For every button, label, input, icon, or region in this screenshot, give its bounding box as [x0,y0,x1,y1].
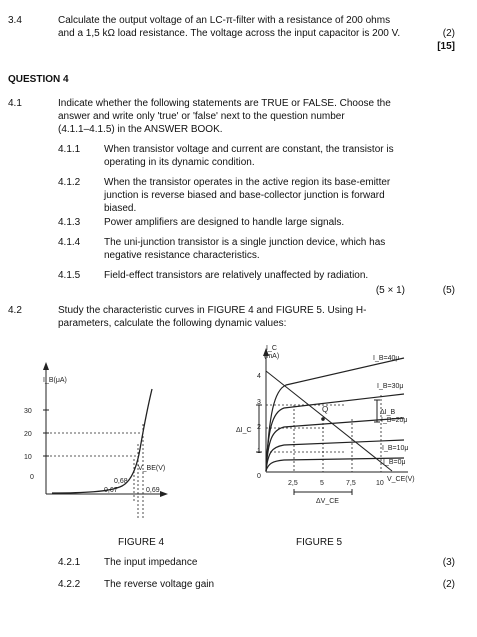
q421-number: 4.2.1 [58,557,81,568]
figure-4-y-label: I_B(μA) [43,377,67,384]
q421-marks: (3) [442,557,455,568]
q422-number: 4.2.2 [58,579,81,590]
figure-5-x-tick-2-5: 2,5 [288,480,298,487]
figure-4-y-tick-20: 20 [24,431,32,438]
q41-line-3: (4.1.1–4.1.5) in the ANSWER BOOK. [58,124,223,135]
q34-total: [15] [437,41,455,52]
q412-line-3: biased. [104,203,137,214]
figure-5-y-tick-3: 3 [257,399,261,406]
figure-4-input-curve [52,389,152,493]
figure-5-label-ib30: I_B=30μ [377,383,404,390]
q41-marks: (5) [442,285,455,296]
q34-line-2: and a 1,5 kΩ load resistance. The voltage across the input capacitor is 200 V. [58,28,401,39]
q415-line-1: Field-effect transistors are relatively unaffected by radiation. [104,270,369,281]
figure-4-caption: FIGURE 4 [118,537,165,548]
q411-number: 4.1.1 [58,144,81,155]
figure-4-graph [22,344,202,520]
figure-4-y-arrow [43,362,49,370]
q414-line-1: The uni-junction transistor is a single junction device, which has [104,237,386,248]
figure-5-y-tick-2: 2 [257,424,261,431]
figure-5-x-tick-7-5: 7,5 [346,480,356,487]
q422-marks: (2) [442,579,455,590]
figure-5-x-tick-10: 10 [376,480,384,487]
q421-text: The input impedance [104,557,198,568]
q42-line-1: Study the characteristic curves in FIGURE 4 and FIGURE 5. Using H- [58,305,367,316]
q415-number: 4.1.5 [58,270,81,281]
q422-text: The reverse voltage gain [104,579,215,590]
q42-line-2: parameters, calculate the following dynamic values: [58,318,287,329]
figure-5-y-tick-4: 4 [257,373,261,380]
figure-5-x-label: V_CE(V) [387,476,415,483]
q41-line-2: answer and write only 'true' or 'false' next to the question number [58,111,345,122]
figure-5-y-tick-1: 1 [257,448,261,455]
figure-5-y-label-line-2: (mA) [264,353,280,360]
q412-number: 4.1.2 [58,177,81,188]
figure-5-label-ib0: I_B=0μ [383,459,406,466]
q34-marks: (2) [442,28,455,39]
figure-4-x-tick-068: 0,68 [114,478,128,485]
question-4-heading: QUESTION 4 [8,74,69,85]
figure-4-x-tick-069: 0,69 [146,487,160,494]
figure-5-delta-vce-label: ΔV_CE [316,498,339,505]
figure-4-y-tick-0: 0 [30,474,34,481]
figure-5-q-label: Q [322,405,329,414]
q34-number: 3.4 [8,15,22,26]
q411-line-2: operating in its dynamic condition. [104,157,255,168]
q41-sub-marks: (5 × 1) [375,285,405,296]
q42-number: 4.2 [8,305,22,316]
q411-line-1: When transistor voltage and current are constant, the transistor is [104,144,394,155]
figure-4-y-tick-10: 10 [24,454,32,461]
q41-line-1: Indicate whether the following statements are TRUE or FALSE. Choose the [58,98,391,109]
figure-5-label-ib10: I_B=10μ [382,445,409,452]
figure-4-x-label: V_BE(V) [138,465,166,472]
figure-4-y-tick-30: 30 [24,408,32,415]
q413-number: 4.1.3 [58,217,81,228]
figure-5-label-ib20: I_B=20μ [381,417,408,424]
q412-line-1: When the transistor operates in the active region its base-emitter [104,177,391,188]
q413-line-1: Power amplifiers are designed to handle large signals. [104,217,345,228]
q412-line-2: junction is reverse biased and base-collector junction is forward [104,190,385,201]
figure-5-delta-ib-label: ΔI_B [380,409,396,416]
figure-5-y-label-line-1: I_C [266,345,277,352]
q414-line-2: negative resistance characteristics. [104,250,260,261]
figure-5-load-line [266,371,392,471]
figure-4-x-tick-067: 0,67 [104,487,118,494]
q34-line-1: Calculate the output voltage of an LC-π-filter with a resistance of 200 ohms [58,15,391,26]
figure-5-caption: FIGURE 5 [296,537,343,548]
figure-5-graph [226,340,416,522]
figure-4-x-arrow [160,491,168,497]
figure-5-x-tick-5: 5 [320,480,324,487]
q41-number: 4.1 [8,98,22,109]
figure-5-delta-ic-label: ΔI_C [236,427,252,434]
figure-5-y-tick-0: 0 [257,473,261,480]
q414-number: 4.1.4 [58,237,81,248]
figure-5-label-ib40: I_B=40μ [373,355,400,362]
